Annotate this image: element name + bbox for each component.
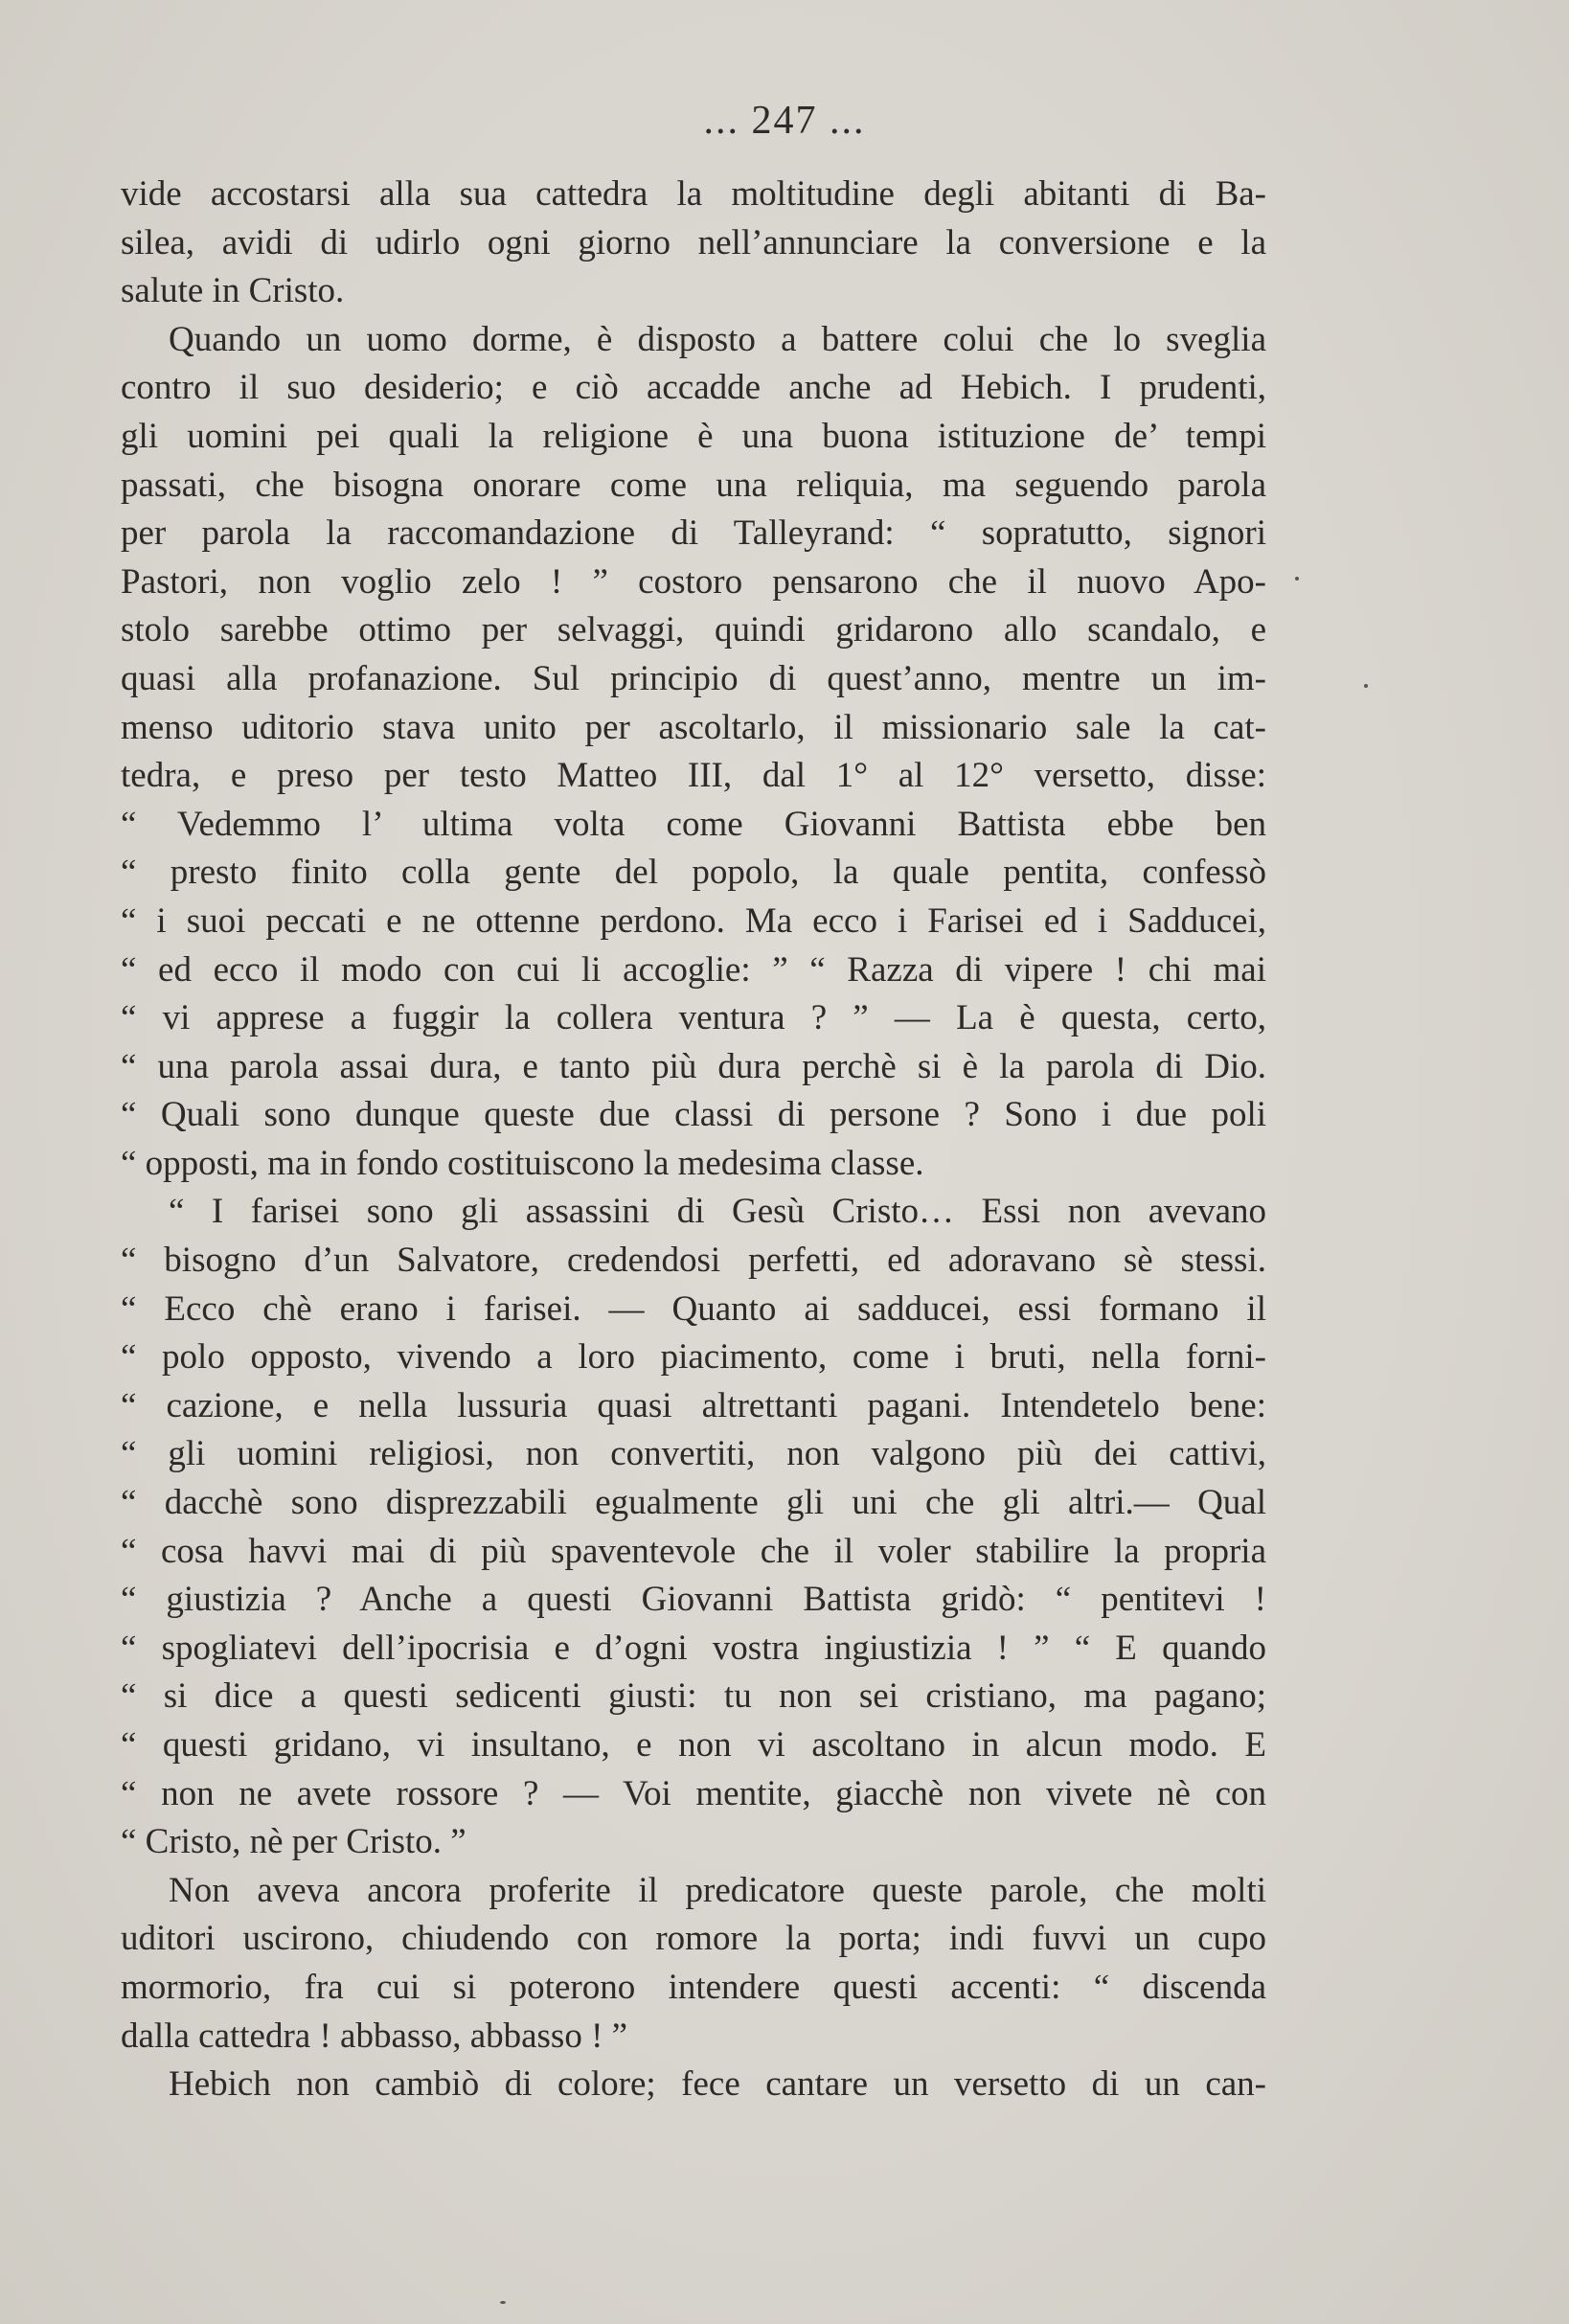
text-line: dalla cattedra ! abbasso, abbasso ! ” bbox=[121, 2016, 628, 2056]
text-line: “ Vedemmo l’ ultima volta come Giovanni Battista ebbe ben bbox=[121, 804, 1266, 844]
text-line: stolo sarebbe ottimo per selvaggi, quindi gridarono allo scandalo, e bbox=[121, 610, 1266, 650]
text-line: per parola la raccomandazione di Talleyrand: “ sopratutto, signori bbox=[121, 513, 1266, 554]
text-line: “ polo opposto, vivendo a loro piacimento, come i bruti, nella forni- bbox=[121, 1337, 1266, 1378]
text-line: “ ed ecco il modo con cui li accoglie: ” “ Razza di vipere ! chi mai bbox=[121, 949, 1266, 990]
text-line: quasi alla profanazione. Sul principio di quest’anno, mentre un im- bbox=[121, 658, 1266, 698]
text-line: “ dacchè sono disprezzabili egualmente gli uni che gli altri.— Qual bbox=[121, 1483, 1266, 1523]
text-line: “ gli uomini religiosi, non convertiti, non valgono più dei cattivi, bbox=[121, 1434, 1266, 1474]
text-line: “ Cristo, nè per Cristo. ” bbox=[121, 1822, 466, 1862]
text-line: Non aveva ancora proferite il predicatore queste parole, che molti bbox=[169, 1870, 1266, 1910]
page-number: ... 247 ... bbox=[703, 99, 866, 143]
text-line: Hebich non cambiò di colore; fece cantare un versetto di un can- bbox=[169, 2064, 1266, 2105]
text-line: “ Quali sono dunque queste due classi di persone ? Sono i due poli bbox=[121, 1095, 1266, 1135]
text-line: Pastori, non voglio zelo ! ” costoro pensarono che il nuovo Apo- bbox=[121, 561, 1266, 602]
text-line: “ una parola assai dura, e tanto più dura perchè si è la parola di Dio. bbox=[121, 1046, 1266, 1086]
text-line: uditori uscirono, chiudendo con romore la porta; indi fuvvi un cupo bbox=[121, 1919, 1266, 1959]
text-line: gli uomini pei quali la religione è una buona istituzione de’ tempi bbox=[121, 416, 1266, 456]
text-line: mormorio, fra cui si poterono intendere questi accenti: “ discenda bbox=[121, 1967, 1266, 2007]
text-line: Quando un uomo dorme, è disposto a battere colui che lo sveglia bbox=[169, 319, 1266, 359]
text-line: “ non ne avete rossore ? — Voi mentite, giacchè non vivete nè con bbox=[121, 1773, 1266, 1813]
print-speck bbox=[1364, 684, 1368, 688]
text-line: silea, avidi di udirlo ogni giorno nell’annunciare la conversione e la bbox=[121, 222, 1266, 262]
text-line: “ cosa havvi mai di più spaventevole che il voler stabilire la propria bbox=[121, 1531, 1266, 1571]
text-line: “ spogliatevi dell’ipocrisia e d’ogni vostra ingiustizia ! ” “ E quando bbox=[121, 1628, 1266, 1668]
body-text bbox=[121, 171, 1266, 2109]
text-line: “ vi apprese a fuggir la collera ventura ? ” — La è questa, certo, bbox=[121, 998, 1266, 1038]
text-line: menso uditorio stava unito per ascoltarlo, il missionario sale la cat- bbox=[121, 707, 1266, 747]
text-line: vide accostarsi alla sua cattedra la moltitudine degli abitanti di Ba- bbox=[121, 174, 1266, 214]
text-line: “ si dice a questi sedicenti giusti: tu non sei cristiano, ma pagano; bbox=[121, 1676, 1266, 1717]
text-line: “ bisogno d’un Salvatore, credendosi perfetti, ed adoravano sè stessi. bbox=[121, 1241, 1266, 1281]
text-line: passati, che bisogna onorare come una reliquia, ma seguendo parola bbox=[121, 465, 1266, 505]
text-line: salute in Cristo. bbox=[121, 271, 345, 311]
text-line: “ questi gridano, vi insultano, e non vi ascoltano in alcun modo. E bbox=[121, 1725, 1266, 1765]
text-line: “ giustizia ? Anche a questi Giovanni Battista gridò: “ pentitevi ! bbox=[121, 1580, 1266, 1620]
text-line: “ presto finito colla gente del popolo, la quale pentita, confessò bbox=[121, 853, 1266, 893]
text-line: tedra, e preso per testo Matteo III, dal 1° al 12° versetto, disse: bbox=[121, 756, 1266, 796]
print-speck bbox=[1295, 577, 1299, 581]
text-line: “ cazione, e nella lussuria quasi altrettanti pagani. Intendetelo bene: bbox=[121, 1385, 1266, 1425]
text-line: “ opposti, ma in fondo costituiscono la medesima classe. bbox=[121, 1143, 924, 1183]
print-speck bbox=[500, 2301, 506, 2304]
text-line: contro il suo desiderio; e ciò accadde anche ad Hebich. I prudenti, bbox=[121, 368, 1266, 408]
text-line: “ I farisei sono gli assassini di Gesù Cristo… Essi non avevano bbox=[169, 1192, 1266, 1232]
text-line: “ Ecco chè erano i farisei. — Quanto ai sadducei, essi formano il bbox=[121, 1288, 1266, 1329]
text-line: “ i suoi peccati e ne ottenne perdono. Ma ecco i Farisei ed i Sadducei, bbox=[121, 900, 1266, 941]
